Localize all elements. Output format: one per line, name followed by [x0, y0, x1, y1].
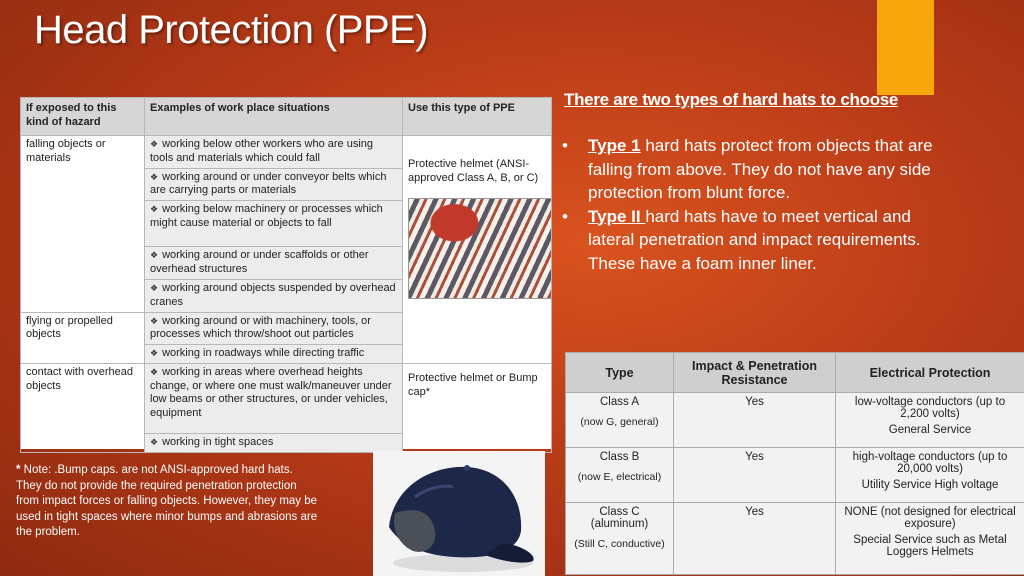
class-subtype: (now G, general)	[580, 416, 659, 428]
electrical-cell	[836, 503, 1024, 575]
impact-cell: Yes	[674, 393, 836, 448]
electrical-cell	[836, 393, 1024, 448]
slide-title: Head Protection (PPE)	[34, 8, 429, 52]
class-subtype: (now E, electrical)	[577, 471, 662, 483]
impact-header: Impact & Penetration Resistance	[674, 353, 836, 393]
example-cell: ❖ working around objects suspended by overhead cranes	[145, 280, 403, 313]
ppe-cell-bumpcap	[403, 363, 552, 452]
hazard-cell: flying or propelled objects	[21, 312, 145, 363]
type-2-item	[560, 205, 960, 276]
class-type-cell	[566, 503, 674, 575]
electrical-text: NONE (not designed for electrical exposure)	[844, 506, 1016, 530]
class-type-cell	[566, 393, 674, 448]
example-cell: ❖ working around or with machinery, tools, or processes which throw/shoot out particles	[145, 312, 403, 345]
type-2-text: hard hats have to meet vertical and lateral penetration and impact requirements. These have a foam inner liner.	[588, 206, 921, 273]
ppe-header: Use this type of PPE	[403, 98, 552, 136]
hazard-header: If exposed to this kind of hazard	[21, 98, 145, 136]
electrical-header: Electrical Protection	[836, 353, 1024, 393]
impact-cell: Yes	[674, 503, 836, 575]
ppe-cell-helmet	[403, 136, 552, 364]
example-cell: ❖ working below machinery or processes which might cause material or objects to fall	[145, 201, 403, 247]
class-type-cell	[566, 448, 674, 503]
note-text: Note: .Bump caps. are not ANSI-approved hard hats. They do not provide the required penetration protection from impact forces or falling objects. However, they may be used in tight spaces where minor bumps and abrasions are the problem.	[16, 464, 318, 538]
example-cell: ❖ working in tight spaces	[145, 433, 403, 452]
bump-cap-photo	[373, 451, 545, 576]
type-header: Type	[566, 353, 674, 393]
bump-cap-icon	[373, 451, 545, 576]
accent-tab	[877, 0, 934, 95]
electrical-text: high-voltage conductors (up to 20,000 volts)	[852, 451, 1008, 475]
service-text: Utility Service High voltage	[861, 479, 999, 491]
example-cell: ❖ working below other workers who are using tools and materials which could fall	[145, 136, 403, 169]
type-1-item	[560, 134, 960, 205]
type-1-text: hard hats protect from objects that are falling from above. They do not have any side protection from blunt force.	[588, 136, 933, 202]
impact-cell: Yes	[674, 448, 836, 503]
service-text: General Service	[888, 424, 972, 436]
ppe-text: Protective helmet or Bump cap*	[408, 371, 538, 398]
examples-header: Examples of work place situations	[145, 98, 403, 136]
example-cell: ❖ working in roadways while directing traffic	[145, 345, 403, 364]
class-subtype: (Still C, conductive)	[574, 538, 665, 550]
ppe-text: Protective helmet (ANSI-approved Class A, B, or C)	[408, 158, 539, 184]
hazard-cell: falling objects or materials	[21, 136, 145, 313]
note-star: *	[16, 464, 21, 476]
class-name: Class C (aluminum)	[590, 506, 649, 530]
types-heading: There are two types of hard hats to choose	[564, 90, 899, 109]
type-1-term: Type 1	[588, 136, 641, 155]
electrical-text: low-voltage conductors (up to 2,200 volts)	[854, 396, 1006, 420]
type-2-term: Type II	[588, 206, 646, 226]
example-cell: ❖ working around or under scaffolds or other overhead structures	[145, 247, 403, 280]
hazard-cell: contact with overhead objects	[21, 363, 145, 452]
class-table	[565, 352, 1024, 574]
electrical-cell	[836, 448, 1024, 503]
example-cell: ❖ working in areas where overhead heights change, or where one must walk/maneuver under low beams or other structures, or under vehicles, equipment	[145, 363, 403, 433]
class-name: Class A	[600, 396, 639, 408]
bump-cap-note	[16, 463, 321, 541]
hazard-table	[20, 97, 551, 449]
types-list	[560, 134, 960, 275]
class-name: Class B	[599, 451, 640, 463]
worker-photo	[408, 198, 552, 299]
example-cell: ❖ working around or under conveyor belts which are carrying parts or materials	[145, 168, 403, 201]
service-text: Special Service such as Metal Loggers Helmets	[853, 534, 1007, 558]
